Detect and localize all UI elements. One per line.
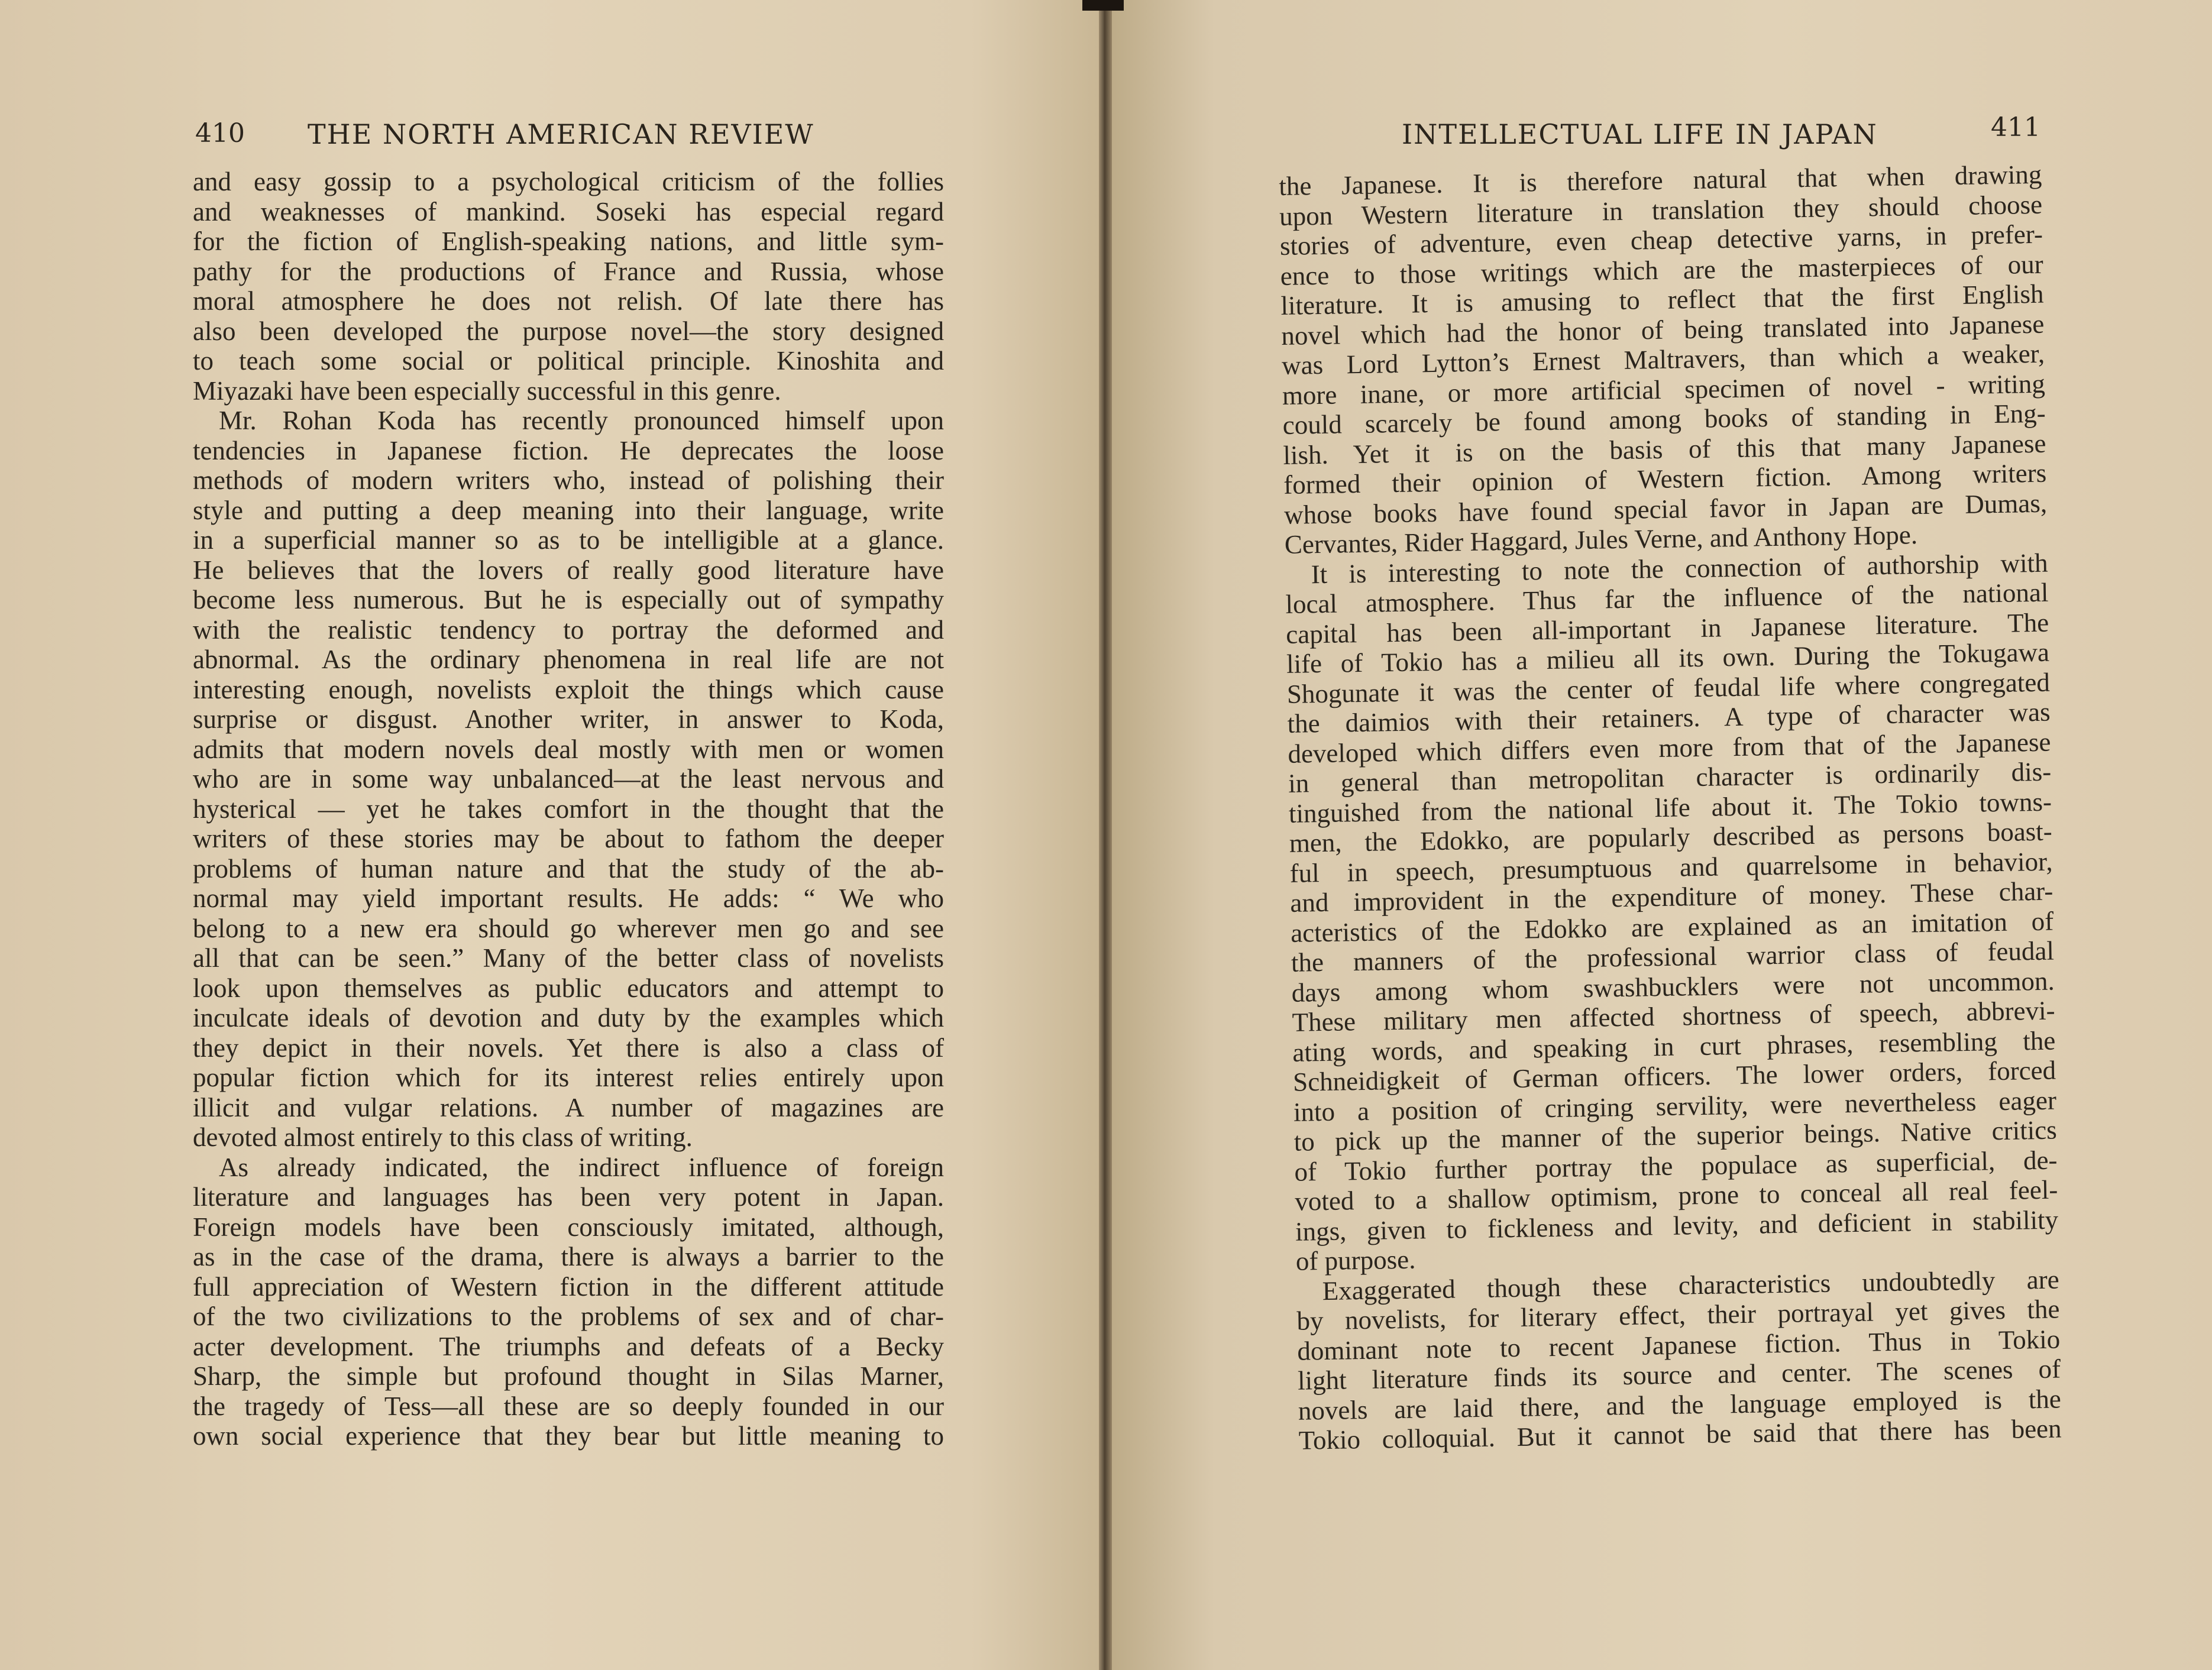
text-line: style and putting a deep meaning into their language, write bbox=[193, 495, 944, 525]
right-page bbox=[1104, 0, 2212, 1670]
text-line: light literature finds its source and center. The scenes of bbox=[1297, 1354, 2061, 1396]
text-line: acter development. The triumphs and defeats of a Becky bbox=[193, 1331, 944, 1361]
text-line: problems of human nature and that the study of the ab- bbox=[193, 853, 944, 883]
text-line: inculcate ideals of devotion and duty by the examples which bbox=[193, 1003, 944, 1033]
text-line: dominant note to recent Japanese fiction. Thus in Tokio bbox=[1296, 1323, 2061, 1366]
text-line: the Japanese. It is therefore natural that when drawing bbox=[1279, 159, 2042, 201]
text-line: ence to those writings which are the masterpieces of our bbox=[1280, 249, 2044, 291]
text-line: Shogunate it was the center of feudal life where congregated bbox=[1286, 667, 2051, 709]
text-line: Foreign models have been consciously imitated, although, bbox=[193, 1212, 944, 1242]
text-line: in a superficial manner so as to be intelligible at a glance. bbox=[193, 525, 944, 555]
text-line: As already indicated, the indirect influence of foreign bbox=[219, 1152, 944, 1182]
right-running-head: INTELLECTUAL LIFE IN JAPAN bbox=[1402, 118, 1878, 150]
left-text-block bbox=[193, 167, 944, 1451]
text-line: interesting enough, novelists exploit the things which cause bbox=[193, 674, 944, 704]
text-line: Sharp, the simple but profound thought in Silas Marner, bbox=[193, 1361, 944, 1391]
left-folio: 410 bbox=[195, 118, 245, 148]
text-line: developed which differs even more from that of the Japanese bbox=[1288, 727, 2051, 769]
text-line: was Lord Lytton’s Ernest Maltravers, than which a weaker, bbox=[1281, 338, 2045, 380]
text-line: literature and languages has been very potent in Japan. bbox=[193, 1182, 944, 1212]
text-line: He believes that the lovers of really good literature have bbox=[193, 555, 944, 585]
text-line: Tokio colloquial. But it cannot be said that there has been bbox=[1298, 1413, 2062, 1455]
spine-edge bbox=[1082, 0, 1124, 11]
text-line: tinguished from the national life about it. The Tokio towns- bbox=[1288, 787, 2052, 828]
text-line: for the fiction of English-speaking nations, and little sym- bbox=[193, 226, 944, 256]
text-line: It is interesting to note the connection of authorship with bbox=[1311, 548, 2048, 589]
text-line: also been developed the purpose novel—the story designed bbox=[193, 316, 944, 346]
text-line: admits that modern novels deal mostly with men or women bbox=[193, 734, 944, 764]
text-line: formed their opinion of Western fiction. Among writers bbox=[1283, 458, 2047, 500]
text-line: normal may yield important results. He adds: “ We who bbox=[193, 883, 944, 913]
text-line: pathy for the productions of France and Russia, whose bbox=[193, 256, 944, 286]
text-line: life of Tokio has a milieu all its own. During the Tokugawa bbox=[1286, 637, 2050, 679]
text-line: upon Western literature in translation they should choose bbox=[1279, 189, 2043, 231]
left-page bbox=[0, 0, 1104, 1670]
text-line: they depict in their novels. Yet there is also a class of bbox=[193, 1033, 944, 1063]
right-text-block bbox=[1279, 160, 2062, 1455]
text-line: could scarcely be found among books of standing in Eng- bbox=[1282, 398, 2046, 440]
text-line: Schneidigkeit of German officers. The lower orders, forced bbox=[1292, 1055, 2056, 1097]
text-line: and weaknesses of mankind. Soseki has especial regard bbox=[193, 196, 944, 226]
text-line: belong to a new era should go wherever men go and see bbox=[193, 913, 944, 943]
text-line: own social experience that they bear but little meaning to bbox=[193, 1421, 944, 1451]
text-line: popular fiction which for its interest relies entirely upon bbox=[193, 1063, 944, 1092]
text-line: ings, given to fickleness and levity, and deficient in stability bbox=[1295, 1205, 2059, 1247]
text-line: full appreciation of Western fiction in the different attitude bbox=[193, 1271, 944, 1302]
text-line: as in the case of the drama, there is always a barrier to the bbox=[193, 1242, 944, 1271]
text-line: lish. Yet it is on the basis of this that many Japanese bbox=[1283, 428, 2046, 470]
text-line: stories of adventure, even cheap detective yarns, in prefer- bbox=[1279, 219, 2043, 261]
text-line: the manners of the professional warrior class of feudal bbox=[1291, 936, 2055, 978]
text-line: tendencies in Japanese fiction. He deprecates the loose bbox=[193, 435, 944, 465]
text-line: the daimios with their retainers. A type of character was bbox=[1287, 697, 2051, 739]
text-line: surprise or disgust. Another writer, in answer to Koda, bbox=[193, 704, 944, 734]
text-line: abnormal. As the ordinary phenomena in real life are not bbox=[193, 645, 944, 674]
text-line: to pick up the manner of the superior beings. Native critics bbox=[1293, 1115, 2058, 1157]
text-line: become less numerous. But he is especially out of sympathy bbox=[193, 585, 944, 614]
text-line: more inane, or more artificial specimen of novel - writing bbox=[1282, 368, 2046, 410]
text-line: These military men affected shortness of speech, abbrevi- bbox=[1292, 995, 2055, 1037]
text-line: Exaggerated though these characteristics undoubtedly are bbox=[1322, 1264, 2059, 1306]
text-line: of purpose. bbox=[1295, 1244, 1416, 1276]
book-gutter bbox=[1099, 0, 1112, 1670]
text-line: of Tokio further portray the populace as superficial, de- bbox=[1294, 1145, 2058, 1187]
text-line: devoted almost entirely to this class of writing. bbox=[193, 1122, 693, 1152]
text-line: methods of modern writers who, instead of polishing their bbox=[193, 465, 944, 495]
text-line: of the two civilizations to the problems of sex and of char- bbox=[193, 1302, 944, 1331]
text-line: illicit and vulgar relations. A number of magazines are bbox=[193, 1092, 944, 1122]
text-line: Miyazaki have been especially successful in this genre. bbox=[193, 376, 781, 406]
text-line: to teach some social or political principle. Kinoshita and bbox=[193, 346, 944, 376]
text-line: days among whom swashbucklers were not uncommon. bbox=[1291, 966, 2055, 1008]
right-folio: 411 bbox=[1991, 112, 2040, 143]
text-line: who are in some way unbalanced—at the least nervous and bbox=[193, 764, 944, 794]
text-line: ful in speech, presumptuous and quarrelsome in behavior, bbox=[1289, 846, 2053, 888]
text-line: men, the Edokko, are popularly described as persons boast- bbox=[1289, 816, 2053, 858]
text-line: acteristics of the Edokko are explained as an imitation of bbox=[1290, 906, 2054, 948]
text-line: in general than metropolitan character is ordinarily dis- bbox=[1288, 756, 2052, 798]
text-line: novel which had the honor of being translated into Japanese bbox=[1280, 309, 2045, 351]
text-line: whose books have found special favor in Japan are Dumas, bbox=[1283, 488, 2048, 530]
text-line: all that can be seen.” Many of the better class of novelists bbox=[193, 943, 944, 973]
text-line: novels are laid there, and the language employed is the bbox=[1298, 1383, 2062, 1426]
text-line: capital has been all-important in Japanese literature. The bbox=[1285, 607, 2049, 649]
text-line: ating words, and speaking in curt phrases, resembling the bbox=[1292, 1025, 2056, 1067]
text-line: the tragedy of Tess—all these are so deeply founded in our bbox=[193, 1391, 944, 1421]
text-line: literature. It is amusing to reflect that the first English bbox=[1280, 279, 2044, 321]
text-line: local atmosphere. Thus far the influence of the national bbox=[1285, 577, 2049, 619]
text-line: voted to a shallow optimism, prone to conceal all real feel- bbox=[1294, 1174, 2058, 1216]
text-line: hysterical — yet he takes comfort in the thought that the bbox=[193, 794, 944, 824]
text-line: with the realistic tendency to portray the deformed and bbox=[193, 614, 944, 645]
text-line: look upon themselves as public educators and attempt to bbox=[193, 973, 944, 1003]
text-line: into a position of cringing servility, were nevertheless eager bbox=[1293, 1085, 2057, 1127]
text-line: writers of these stories may be about to fathom the deeper bbox=[193, 824, 944, 853]
text-line: Mr. Rohan Koda has recently pronounced himself upon bbox=[219, 406, 944, 435]
text-line: by novelists, for literary effect, their portrayal yet gives the bbox=[1296, 1294, 2060, 1336]
text-line: and improvident in the expenditure of money. These char- bbox=[1290, 876, 2053, 918]
text-line: moral atmosphere he does not relish. Of late there has bbox=[193, 286, 944, 316]
left-running-head: THE NORTH AMERICAN REVIEW bbox=[308, 118, 814, 150]
text-line: Cervantes, Rider Haggard, Jules Verne, and Anthony Hope. bbox=[1284, 520, 1918, 559]
text-line: and easy gossip to a psychological criticism of the follies bbox=[193, 167, 944, 196]
